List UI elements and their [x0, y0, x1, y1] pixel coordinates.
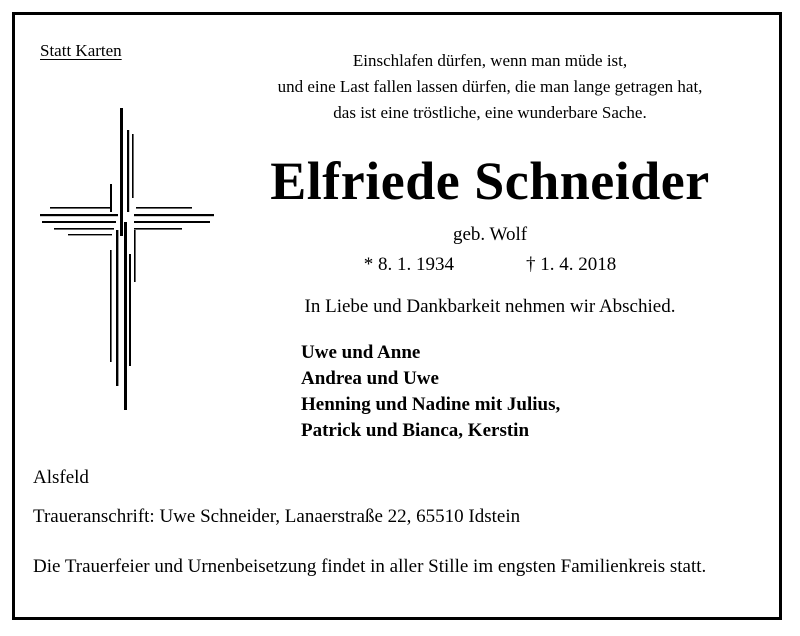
mourner-line: Uwe und Anne — [301, 342, 421, 363]
mourner-line: Henning und Nadine mit Julius, — [301, 394, 561, 415]
mourning-address: Traueranschrift: Uwe Schneider, Lanaerstraße 22, 65510 Idstein — [33, 506, 521, 527]
death-date: † 1. 4. 2018 — [526, 254, 617, 275]
birth-name: geb. Wolf — [452, 224, 528, 245]
deceased-name: Elfriede Schneider — [270, 151, 710, 211]
cross-icon — [36, 104, 220, 416]
poem-line: und eine Last fallen lassen dürfen, die man lange getragen hat, — [277, 77, 703, 96]
poem-line: Einschlafen dürfen, wenn man müde ist, — [352, 51, 628, 70]
poem — [210, 48, 770, 126]
notice-heading: Statt Karten — [40, 41, 122, 60]
mourner-line: Andrea und Uwe — [301, 368, 439, 389]
farewell-text: In Liebe und Dankbarkeit nehmen wir Abschied. — [304, 296, 676, 317]
poem-line: das ist eine tröstliche, eine wunderbare Sache. — [333, 103, 647, 122]
mourners-list — [301, 340, 560, 444]
mourner-line: Patrick und Bianca, Kerstin — [301, 420, 530, 441]
life-dates — [200, 254, 780, 276]
ceremony-note: Die Trauerfeier und Urnenbeisetzung findet in aller Stille im engsten Familienkreis statt. — [33, 556, 707, 577]
place: Alsfeld — [33, 467, 89, 488]
birth-date: * 8. 1. 1934 — [363, 254, 454, 275]
